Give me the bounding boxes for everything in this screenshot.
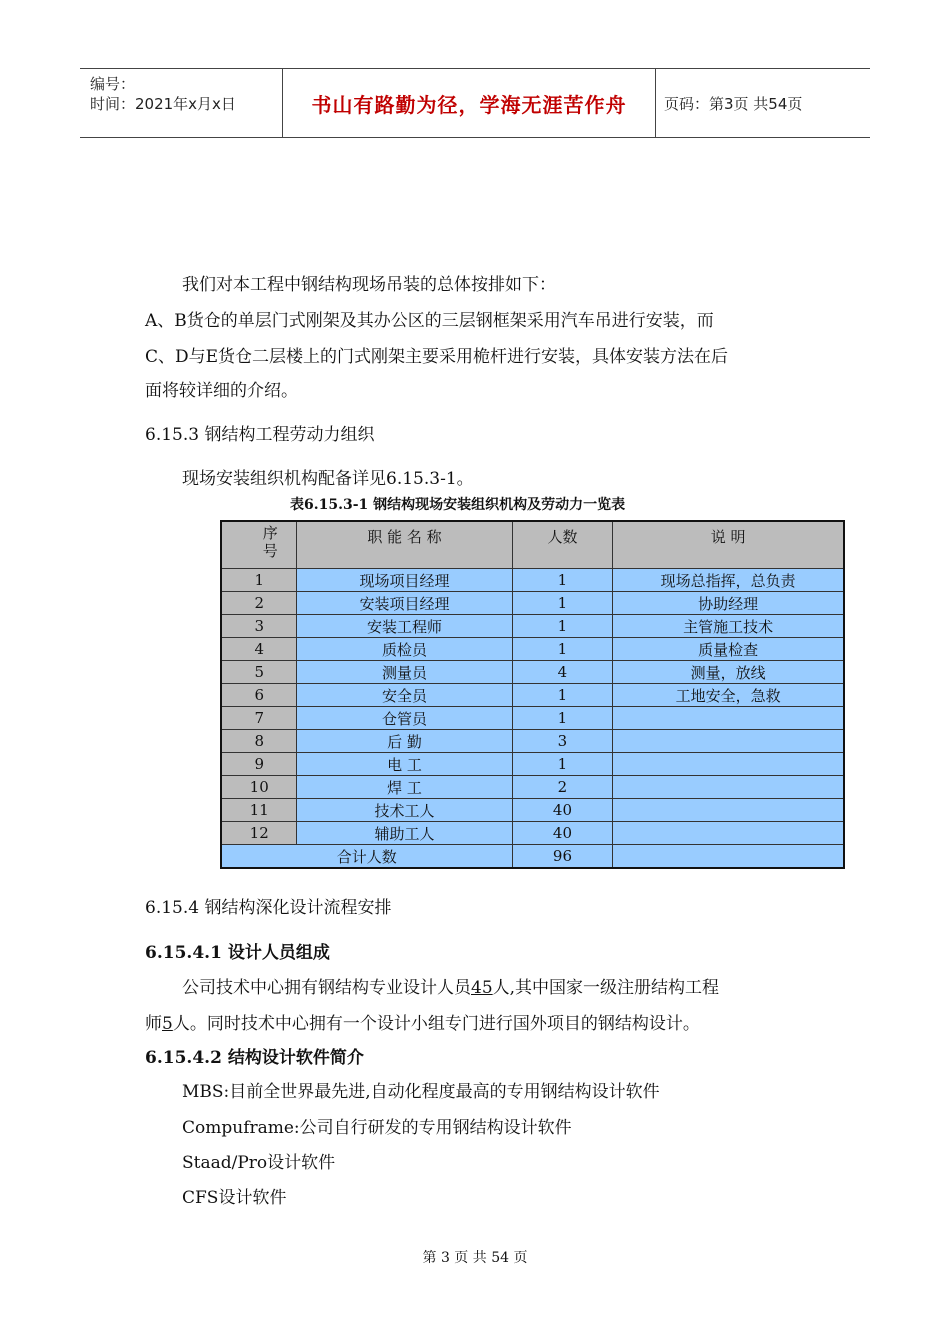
cell-role: 安装项目经理	[297, 592, 512, 615]
cell-note: 质量检查	[613, 638, 844, 661]
section-heading-6-15-4-1: 6.15.4.1 设计人员组成	[145, 943, 330, 963]
cell-note	[613, 799, 844, 822]
cell-role: 辅助工人	[297, 822, 512, 845]
cell-note	[613, 776, 844, 799]
para-arrangement-line1: A、B货仓的单层门式刚架及其办公区的三层钢框架采用汽车吊进行安装，而	[145, 311, 714, 331]
para-engineers-text-a: 师	[145, 1014, 162, 1034]
table-row	[221, 638, 844, 661]
cell-count: 1	[512, 753, 613, 776]
cell-no: 1	[221, 569, 297, 592]
cell-role: 现场项目经理	[297, 569, 512, 592]
table-row	[221, 707, 844, 730]
cell-role: 仓管员	[297, 707, 512, 730]
table-row	[221, 569, 844, 592]
cell-count: 1	[512, 707, 613, 730]
table-row	[221, 592, 844, 615]
para-arrangement-intro: 我们对本工程中钢结构现场吊装的总体按排如下：	[182, 275, 556, 295]
header-motto: 书山有路勤为径，学海无涯苦作舟	[311, 93, 627, 117]
cell-no: 2	[221, 592, 297, 615]
cell-count: 1	[512, 615, 613, 638]
table-row	[221, 822, 844, 845]
table-row	[221, 661, 844, 684]
cell-no: 6	[221, 684, 297, 707]
table-row	[221, 615, 844, 638]
designer-count: 45	[471, 978, 493, 998]
cell-note	[613, 730, 844, 753]
para-designers-line1	[182, 978, 719, 998]
table-row	[221, 776, 844, 799]
page-header	[80, 68, 870, 138]
staff-table	[220, 520, 845, 869]
table-total-row	[221, 845, 844, 869]
page-footer: 第 3 页 共 54 页	[422, 1250, 528, 1266]
para-engineers-text-b: 人。同时技术中心拥有一个设计小组专门进行国外项目的钢结构设计。	[172, 1014, 700, 1034]
cell-count: 4	[512, 661, 613, 684]
cell-role: 安装工程师	[297, 615, 512, 638]
software-item-mbs: MBS:目前全世界最先进,自动化程度最高的专用钢结构设计软件	[182, 1082, 660, 1102]
cell-note	[613, 753, 844, 776]
cell-no: 12	[221, 822, 297, 845]
cell-note	[613, 707, 844, 730]
para-designers-text-b: 人,其中国家一级注册结构工程	[492, 978, 720, 998]
cell-note: 现场总指挥，总负责	[613, 569, 844, 592]
total-count: 96	[512, 845, 613, 869]
cell-note	[613, 822, 844, 845]
cell-no: 3	[221, 615, 297, 638]
cell-count: 1	[512, 638, 613, 661]
cell-count: 40	[512, 799, 613, 822]
para-table-reference: 现场安装组织机构配备详见6.15.3-1。	[182, 469, 474, 489]
header-meta-cell	[80, 69, 282, 137]
cell-no: 9	[221, 753, 297, 776]
header-page-cell	[656, 69, 870, 137]
cell-no: 11	[221, 799, 297, 822]
cell-note: 测量，放线	[613, 661, 844, 684]
cell-role: 焊 工	[297, 776, 512, 799]
cell-role: 安全员	[297, 684, 512, 707]
para-arrangement-line3: 面将较详细的介绍。	[145, 381, 298, 401]
doc-date-label: 时间：2021年x月x日	[90, 95, 236, 113]
cell-count: 1	[512, 684, 613, 707]
cell-no: 5	[221, 661, 297, 684]
para-designers-text-a: 公司技术中心拥有钢结构专业设计人员	[182, 978, 471, 998]
cell-no: 10	[221, 776, 297, 799]
cell-note: 工地安全，急救	[613, 684, 844, 707]
col-header-count: 人数	[512, 521, 613, 569]
cell-no: 7	[221, 707, 297, 730]
col-header-role: 职 能 名 称	[297, 521, 512, 569]
para-arrangement-line2: C、D与E货仓二层楼上的门式刚架主要采用桅杆进行安装，具体安装方法在后	[145, 347, 729, 367]
cell-note: 主管施工技术	[613, 615, 844, 638]
software-item-compuframe: Compuframe:公司自行研发的专用钢结构设计软件	[182, 1118, 572, 1138]
header-page-info: 页码：第3页 共54页	[664, 95, 803, 113]
cell-count: 1	[512, 592, 613, 615]
cell-role: 技术工人	[297, 799, 512, 822]
cell-count: 40	[512, 822, 613, 845]
col-header-no: 序号	[221, 521, 297, 569]
doc-number-label: 编号：	[90, 75, 136, 93]
table-row	[221, 799, 844, 822]
table-caption: 表6.15.3-1 钢结构现场安装组织机构及劳动力一览表	[290, 497, 626, 513]
cell-role: 测量员	[297, 661, 512, 684]
header-motto-cell	[282, 69, 656, 137]
software-item-cfs: CFS设计软件	[182, 1188, 287, 1208]
table-row	[221, 684, 844, 707]
para-designers-line2	[145, 1014, 700, 1034]
engineer-count: 5	[162, 1014, 173, 1034]
total-note	[613, 845, 844, 869]
table-row	[221, 753, 844, 776]
section-heading-6-15-4-2: 6.15.4.2 结构设计软件简介	[145, 1048, 364, 1068]
cell-count: 3	[512, 730, 613, 753]
cell-role: 电 工	[297, 753, 512, 776]
cell-no: 4	[221, 638, 297, 661]
cell-count: 2	[512, 776, 613, 799]
cell-no: 8	[221, 730, 297, 753]
total-label: 合计人数	[221, 845, 512, 869]
table-header-row	[221, 521, 844, 569]
cell-note: 协助经理	[613, 592, 844, 615]
table-row	[221, 730, 844, 753]
cell-role: 后 勤	[297, 730, 512, 753]
cell-role: 质检员	[297, 638, 512, 661]
section-heading-6-15-3: 6.15.3 钢结构工程劳动力组织	[145, 425, 375, 445]
col-header-note: 说 明	[613, 521, 844, 569]
section-heading-6-15-4: 6.15.4 钢结构深化设计流程安排	[145, 898, 392, 918]
software-item-staad: Staad/Pro设计软件	[182, 1153, 336, 1173]
cell-count: 1	[512, 569, 613, 592]
